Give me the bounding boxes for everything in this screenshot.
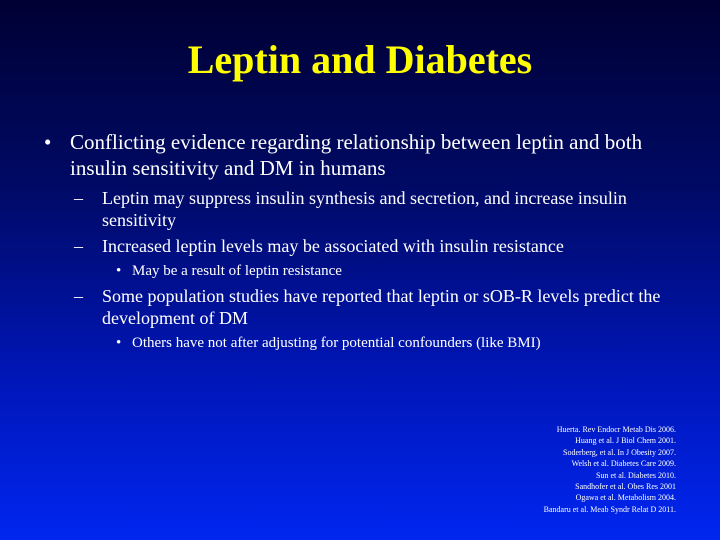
slide-title: Leptin and Diabetes — [187, 37, 533, 82]
bullet-marker: • — [116, 263, 122, 279]
bullet-level2 — [74, 235, 684, 257]
reference-item: Huang et al. J Biol Chem 2001. — [575, 436, 676, 446]
bullet-text: Conflicting evidence regarding relationship between leptin and both insulin sensitivity and DM in humans — [70, 130, 643, 180]
bullet-level2 — [74, 285, 684, 329]
bullet-level1 — [44, 129, 684, 181]
slide-body — [44, 129, 684, 357]
bullet-text: Others have not after adjusting for potential confounders (like BMI) — [132, 335, 541, 351]
reference-item: Huerta. Rev Endocr Metab Dis 2006. — [556, 425, 676, 434]
bullet-text: Leptin may suppress insulin synthesis and secretion, and increase insulin sensitivity — [102, 188, 627, 230]
bullet-level2 — [74, 187, 684, 231]
bullet-text: Some population studies have reported that leptin or sOB-R levels predict the development of DM — [102, 286, 661, 328]
bullet-marker: • — [44, 130, 52, 154]
dash-marker: – — [74, 236, 83, 256]
references — [544, 424, 676, 515]
bullet-marker: • — [116, 335, 122, 351]
reference-item: Sandhofer et al. Obes Res 2001 — [575, 482, 676, 492]
reference-item: Welsh et al. Diabetes Care 2009. — [571, 459, 676, 469]
dash-marker: – — [74, 286, 83, 306]
bullet-level3 — [116, 261, 684, 281]
reference-item: Soderberg, et al. In J Obesity 2007. — [563, 447, 676, 457]
bullet-level3 — [116, 333, 684, 353]
reference-item: Ogawa et al. Metabolism 2004. — [575, 493, 676, 503]
reference-item: Bandaru et al. Meab Syndr Relat D 2011. — [543, 504, 676, 514]
reference-item: Sun et al. Diabetes 2010. — [596, 470, 676, 480]
dash-marker: – — [74, 188, 83, 208]
bullet-text: Increased leptin levels may be associated with insulin resistance — [102, 236, 564, 256]
bullet-text: May be a result of leptin resistance — [132, 263, 342, 279]
